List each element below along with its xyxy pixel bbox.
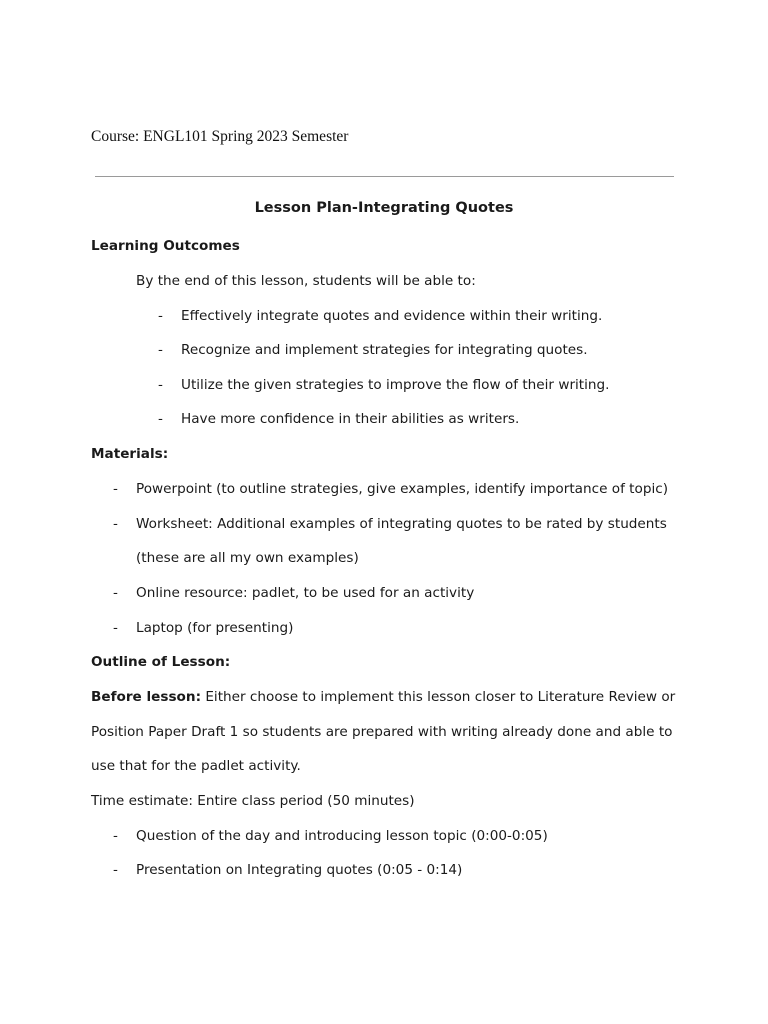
bullet-dash: - [158, 377, 163, 393]
bullet-dash: - [113, 828, 118, 844]
bullet-dash: - [113, 862, 118, 878]
learning-outcomes-intro: By the end of this lesson, students will be able to: [136, 273, 476, 289]
bullet-dash: - [158, 411, 163, 427]
course-line: Course: ENGL101 Spring 2023 Semester [91, 128, 349, 145]
bullet-dash: - [113, 620, 118, 636]
bullet-dash: - [158, 342, 163, 358]
before-lesson-text: Position Paper Draft 1 so students are prepared with writing already done and able to [91, 724, 673, 740]
outcome-item: Utilize the given strategies to improve the flow of their writing. [181, 377, 610, 393]
materials-item-continuation: (these are all my own examples) [136, 550, 359, 566]
lesson-title: Lesson Plan-Integrating Quotes [254, 200, 514, 216]
outline-item: Presentation on Integrating quotes (0:05 - 0:14) [136, 862, 463, 878]
bullet-dash: - [113, 516, 118, 532]
bullet-dash: - [113, 585, 118, 601]
before-lesson-text: Either choose to implement this lesson closer to Literature Review or [201, 689, 676, 705]
before-lesson-line [91, 688, 675, 706]
before-lesson-text: use that for the padlet activity. [91, 758, 301, 774]
materials-item: Online resource: padlet, to be used for an activity [136, 585, 475, 601]
bullet-dash: - [113, 481, 118, 497]
materials-item: Laptop (for presenting) [136, 620, 294, 636]
outline-heading: Outline of Lesson: [91, 654, 231, 670]
outcome-item: Have more confidence in their abilities as writers. [181, 411, 520, 427]
outcome-item: Recognize and implement strategies for integrating quotes. [181, 342, 588, 358]
materials-heading: Materials: [91, 446, 169, 462]
outcome-item: Effectively integrate quotes and evidence within their writing. [181, 308, 603, 324]
outline-item: Question of the day and introducing lesson topic (0:00-0:05) [136, 828, 548, 844]
horizontal-rule [95, 176, 674, 177]
learning-outcomes-heading: Learning Outcomes [91, 238, 240, 254]
time-estimate: Time estimate: Entire class period (50 minutes) [91, 793, 415, 809]
materials-item: Worksheet: Additional examples of integrating quotes to be rated by students [136, 516, 667, 532]
materials-item: Powerpoint (to outline strategies, give examples, identify importance of topic) [136, 481, 669, 497]
before-lesson-label: Before lesson: [91, 689, 202, 705]
bullet-dash: - [158, 308, 163, 324]
